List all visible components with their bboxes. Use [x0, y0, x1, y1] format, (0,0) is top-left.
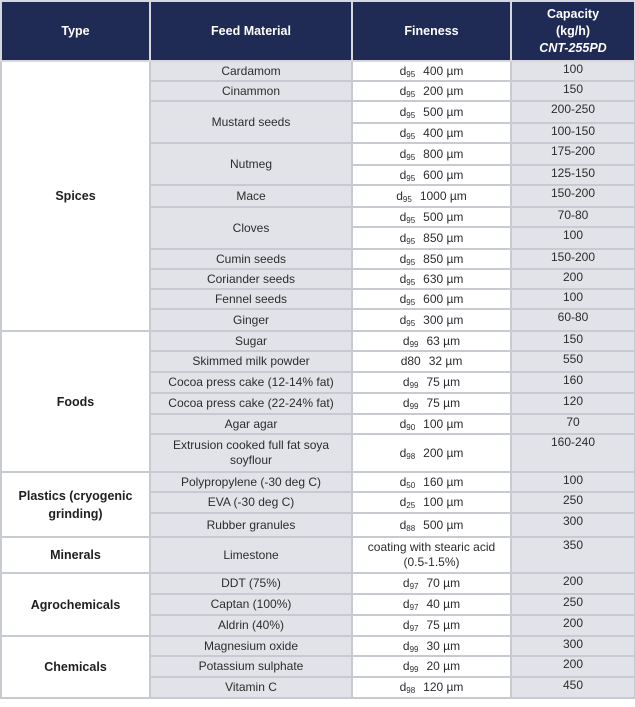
fineness-label: $d_{95}$: [399, 125, 416, 141]
feed-material: Limestone: [150, 537, 352, 573]
fineness-value: $d_{88}$ 500 µm: [352, 513, 511, 537]
capacity-value: 125-150: [511, 165, 635, 185]
feed-material: Vitamin C: [150, 677, 352, 698]
fineness-label: $d_{95}$: [399, 230, 416, 246]
fineness-label: $d_{95}$: [399, 312, 416, 328]
capacity-value: 300: [511, 513, 635, 537]
capacity-value: 70: [511, 414, 635, 434]
feed-material: Cumin seeds: [150, 249, 352, 269]
header-feed-material: Feed Material: [150, 1, 352, 61]
capacity-value: 250: [511, 594, 635, 615]
fineness-label: $d_{95}$: [399, 83, 416, 99]
fineness-label: $d_{95}$: [399, 209, 416, 225]
fineness-label: $d_{95}$: [396, 188, 412, 204]
fineness-label: d80: [400, 354, 421, 368]
feed-material: Rubber granules: [150, 513, 352, 537]
feed-material: Mustard seeds: [150, 101, 352, 143]
feed-material: Ginger: [150, 309, 352, 331]
fineness-label: $d_{95}$: [399, 291, 416, 307]
capacity-value: 350: [511, 537, 635, 573]
feed-material: Magnesium oxide: [150, 636, 352, 656]
fineness-value: $d_{97}$ 70 µm: [352, 573, 511, 594]
feed-material: DDT (75%): [150, 573, 352, 594]
table-row: [1, 472, 635, 492]
capacity-value: 200-250: [511, 101, 635, 123]
fineness-value: $d_{95}$ 630 µm: [352, 269, 511, 289]
capacity-value: 150: [511, 81, 635, 101]
capacity-value: 160: [511, 372, 635, 393]
fineness-label: $d_{90}$: [399, 416, 416, 432]
category-type: Plastics (cryogenic grinding): [1, 472, 150, 537]
table-header: [1, 1, 635, 61]
table-body: [1, 61, 635, 698]
fineness-label: $d_{95}$: [399, 271, 416, 287]
capacity-value: 60-80: [511, 309, 635, 331]
fineness-value: $d_{95}$ 600 µm: [352, 289, 511, 309]
capacity-value: 250: [511, 492, 635, 513]
fineness-label: $d_{98}$: [399, 445, 416, 461]
feed-material: Nutmeg: [150, 143, 352, 185]
feed-material: Polypropylene (-30 deg C): [150, 472, 352, 492]
fineness-label: $d_{50}$: [399, 474, 416, 490]
fineness-label: $d_{97}$: [402, 597, 419, 612]
feed-material: Fennel seeds: [150, 289, 352, 309]
fineness-value: $d_{98}$ 120 µm: [352, 677, 511, 698]
fineness-value: $d_{99}$ 20 µm: [352, 656, 511, 677]
feed-material: Extrusion cooked full fat soya soyflour: [150, 434, 352, 472]
feed-material: EVA (-30 deg C): [150, 492, 352, 513]
feed-material: Coriander seeds: [150, 269, 352, 289]
feed-material: Cinammon: [150, 81, 352, 101]
feed-material: Cloves: [150, 207, 352, 249]
category-type: Minerals: [1, 537, 150, 573]
capacity-value: 175-200: [511, 143, 635, 165]
feed-material: Captan (100%): [150, 594, 352, 615]
capacity-value: 550: [511, 351, 635, 372]
capacity-value: 100-150: [511, 123, 635, 143]
fineness-label: $d_{99}$: [402, 375, 419, 390]
category-type: Chemicals: [1, 636, 150, 698]
fineness-label: $d_{99}$: [402, 333, 419, 349]
fineness-label: $d_{99}$: [402, 638, 419, 654]
header-capacity: Capacity (kg/h) CNT-255PD: [511, 1, 635, 61]
capacity-value: 300: [511, 636, 635, 656]
fineness-value: $d_{99}$ 63 µm: [352, 331, 511, 351]
fineness-value: $d_{95}$ 500 µm: [352, 101, 511, 123]
capacity-value: 150: [511, 331, 635, 351]
feed-material: Potassium sulphate: [150, 656, 352, 677]
fineness-value: $d_{25}$ 100 µm: [352, 492, 511, 513]
fineness-label: $d_{88}$: [399, 517, 416, 533]
fineness-label: $d_{95}$: [399, 63, 416, 79]
capacity-value: 100: [511, 289, 635, 309]
fineness-value: $d_{95}$ 400 µm: [352, 61, 511, 81]
fineness-label: $d_{97}$: [402, 576, 419, 591]
fineness-value: $d_{97}$ 75 µm: [352, 615, 511, 636]
fineness-value: $d_{95}$ 800 µm: [352, 143, 511, 165]
fineness-value: $d_{98}$ 200 µm: [352, 434, 511, 472]
table-row: [1, 61, 635, 81]
header-fineness: Fineness: [352, 1, 511, 61]
fineness-value: $d_{97}$ 40 µm: [352, 594, 511, 615]
fineness-value: $d_{95}$ 400 µm: [352, 123, 511, 143]
fineness-value: $d_{99}$ 30 µm: [352, 636, 511, 656]
table-row: [1, 636, 635, 656]
capacity-value: 200: [511, 656, 635, 677]
fineness-label: $d_{99}$: [402, 659, 419, 674]
feed-material: Aldrin (40%): [150, 615, 352, 636]
capacity-value: 100: [511, 472, 635, 492]
fineness-label: $d_{98}$: [399, 680, 416, 695]
fineness-label: $d_{25}$: [399, 495, 416, 510]
category-type: Agrochemicals: [1, 573, 150, 636]
feed-material: Mace: [150, 185, 352, 207]
header-type: Type: [1, 1, 150, 61]
capacity-value: 100: [511, 227, 635, 249]
fineness-value: $d_{99}$ 75 µm: [352, 393, 511, 414]
capacity-value: 160-240: [511, 434, 635, 472]
capacity-value: 200: [511, 615, 635, 636]
feed-material: Skimmed milk powder: [150, 351, 352, 372]
fineness-value: $d_{95}$ 600 µm: [352, 165, 511, 185]
capacity-value: 120: [511, 393, 635, 414]
fineness-label: $d_{99}$: [402, 396, 419, 411]
capacity-value: 450: [511, 677, 635, 698]
category-type: Spices: [1, 61, 150, 331]
fineness-value: $d_{50}$ 160 µm: [352, 472, 511, 492]
fineness-value: $d_{95}$ 1000 µm: [352, 185, 511, 207]
category-type: Foods: [1, 331, 150, 472]
capacity-value: 100: [511, 61, 635, 81]
feed-material: Agar agar: [150, 414, 352, 434]
fineness-value: $d_{95}$ 500 µm: [352, 207, 511, 227]
capacity-value: 200: [511, 573, 635, 594]
fineness-label: $d_{95}$: [399, 167, 416, 183]
fineness-value: $d_{90}$ 100 µm: [352, 414, 511, 434]
table-row: [1, 537, 635, 573]
capacity-value: 70-80: [511, 207, 635, 227]
fineness-label: $d_{95}$: [399, 146, 416, 162]
fineness-value: $d_{95}$ 850 µm: [352, 227, 511, 249]
fineness-label: $d_{97}$: [402, 618, 419, 633]
table-row: [1, 331, 635, 351]
fineness-value: $d_{95}$ 300 µm: [352, 309, 511, 331]
fineness-label: $d_{95}$: [399, 104, 416, 120]
feed-material: Cocoa press cake (12-14% fat): [150, 372, 352, 393]
fineness-label: $d_{95}$: [399, 251, 416, 267]
capacity-value: 200: [511, 269, 635, 289]
feed-material: Cocoa press cake (22-24% fat): [150, 393, 352, 414]
feed-material: Cardamom: [150, 61, 352, 81]
fineness-value: $d_{95}$ 200 µm: [352, 81, 511, 101]
capacity-value: 150-200: [511, 249, 635, 269]
fineness-value: $d_{95}$ 850 µm: [352, 249, 511, 269]
fineness-value: coating with stearic acid (0.5-1.5%): [352, 537, 511, 573]
fineness-value: d80 32 µm: [352, 351, 511, 372]
fineness-value: $d_{99}$ 75 µm: [352, 372, 511, 393]
table-row: [1, 573, 635, 594]
feed-material: Sugar: [150, 331, 352, 351]
capacity-value: 150-200: [511, 185, 635, 207]
